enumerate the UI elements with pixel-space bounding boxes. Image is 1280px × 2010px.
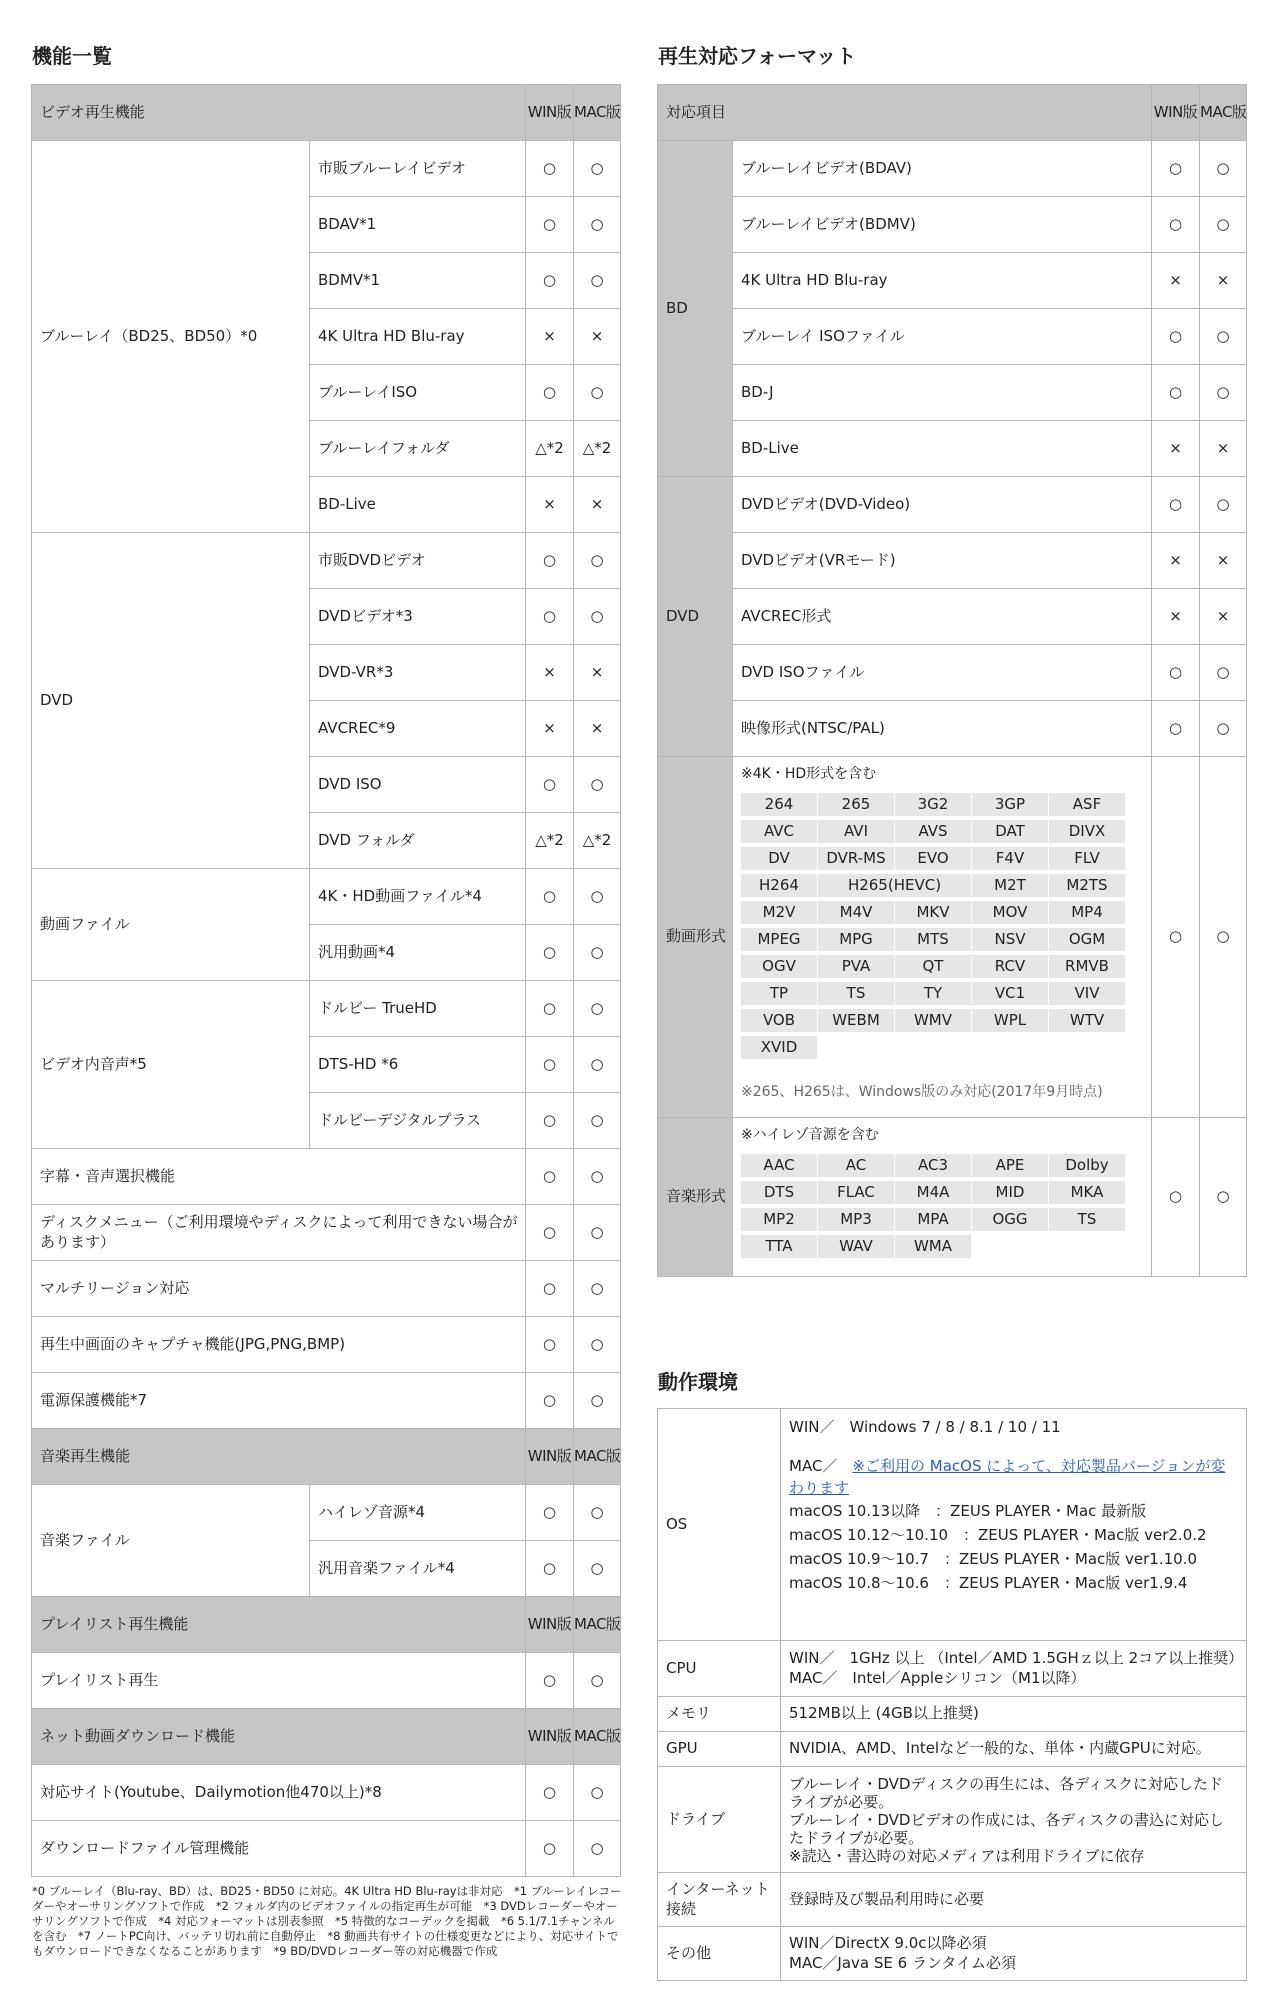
format-name: ブルーレイ ISOファイル xyxy=(733,309,1152,365)
format-chip: M2TS xyxy=(1049,874,1125,897)
format-chip: Dolby xyxy=(1049,1154,1125,1177)
env-row-internet xyxy=(658,1873,1247,1927)
format-chip: WTV xyxy=(1049,1009,1125,1032)
download-section-header xyxy=(32,1709,621,1765)
format-chip: WEBM xyxy=(818,1009,894,1032)
mac-mark: × xyxy=(574,309,621,365)
format-name: DVDビデオ(DVD-Video) xyxy=(733,477,1152,533)
feature-name: 再生中画面のキャプチャ機能(JPG,PNG,BMP) xyxy=(32,1317,526,1373)
win-mark: ○ xyxy=(526,1653,574,1709)
format-chip: PVA xyxy=(818,955,894,978)
win-mark: ○ xyxy=(1152,757,1200,1118)
video-files-group: 動画ファイル xyxy=(32,869,310,981)
win-mark: × xyxy=(1152,589,1200,645)
feature-name: BDAV*1 xyxy=(310,197,526,253)
mac-mark: △*2 xyxy=(574,813,621,869)
table-row xyxy=(658,533,1247,589)
video-format-group: 動画形式 xyxy=(658,757,733,1118)
win-mark: ○ xyxy=(1152,477,1200,533)
mac-mark: × xyxy=(1200,253,1247,309)
win-mark: ○ xyxy=(526,365,574,421)
os-version-3: macOS 10.8～10.6 ：ZEUS PLAYER・Mac版 ver1.9.4 xyxy=(789,1574,1188,1592)
mac-mark: ○ xyxy=(1200,757,1247,1118)
format-chip: RMVB xyxy=(1049,955,1125,978)
format-chip: MPG xyxy=(818,928,894,951)
win-mark: ○ xyxy=(1152,141,1200,197)
win-mark: ○ xyxy=(526,1765,574,1821)
formats-table xyxy=(657,84,1247,1277)
mac-mark: △*2 xyxy=(574,421,621,477)
format-chip: H265(HEVC) xyxy=(818,874,971,897)
mac-mark: × xyxy=(1200,421,1247,477)
table-row xyxy=(658,477,1247,533)
format-chip: WAV xyxy=(818,1235,894,1258)
env-label-memory: メモリ xyxy=(658,1697,781,1732)
format-chip: M2V xyxy=(741,901,817,924)
format-chip: XVID xyxy=(741,1036,817,1059)
format-chip: WPL xyxy=(972,1009,1048,1032)
table-row xyxy=(658,253,1247,309)
format-chip: TY xyxy=(895,982,971,1005)
format-name: AVCREC形式 xyxy=(733,589,1152,645)
dvd-group: DVD xyxy=(32,533,310,869)
format-name: 4K Ultra HD Blu-ray xyxy=(733,253,1152,309)
format-chip: DTS xyxy=(741,1181,817,1204)
table-row xyxy=(32,1821,621,1877)
win-mark: ○ xyxy=(1152,701,1200,757)
os-mac xyxy=(789,1455,1238,1499)
format-chip: 3GP xyxy=(972,793,1048,816)
env-row-memory xyxy=(658,1697,1247,1732)
env-label-drive: ドライブ xyxy=(658,1767,781,1873)
env-value-memory: 512MB以上 (4GB以上推奨) xyxy=(781,1697,1247,1732)
format-chip: DV xyxy=(741,847,817,870)
env-row-other xyxy=(658,1927,1247,1981)
audio-format-row xyxy=(658,1118,1247,1277)
format-chip: M2T xyxy=(972,874,1048,897)
table-row xyxy=(32,981,621,1037)
feature-name: マルチリージョン対応 xyxy=(32,1261,526,1317)
format-chip: 264 xyxy=(741,793,817,816)
bluray-group: ブルーレイ（BD25、BD50）*0 xyxy=(32,141,310,533)
mac-mark: ○ xyxy=(574,141,621,197)
video-section-header-title: ビデオ再生機能 xyxy=(32,85,526,141)
win-mark: × xyxy=(526,309,574,365)
env-label-other: その他 xyxy=(658,1927,781,1981)
mac-mark: ○ xyxy=(574,1149,621,1205)
format-chip: MKA xyxy=(1049,1181,1125,1204)
formats-header-title: 対応項目 xyxy=(658,85,1152,141)
drive-line-0: ブルーレイ・DVDディスクの再生には、各ディスクに対応したドライブが必要。 xyxy=(789,1774,1224,1811)
format-chip: TS xyxy=(1049,1208,1125,1231)
mac-mark: ○ xyxy=(1200,309,1247,365)
feature-name: ブルーレイISO xyxy=(310,365,526,421)
feature-name: 4K Ultra HD Blu-ray xyxy=(310,309,526,365)
playlist-section-header-mac: MAC版 xyxy=(574,1597,621,1653)
feature-name: 市販ブルーレイビデオ xyxy=(310,141,526,197)
mac-mark: ○ xyxy=(574,1205,621,1261)
format-name: 映像形式(NTSC/PAL) xyxy=(733,701,1152,757)
format-name: BD-Live xyxy=(733,421,1152,477)
playlist-section-header xyxy=(32,1597,621,1653)
mac-mark: ○ xyxy=(574,365,621,421)
format-chip: M4V xyxy=(818,901,894,924)
video-format-list xyxy=(733,757,1152,1118)
win-mark: ○ xyxy=(1152,645,1200,701)
format-chip: H264 xyxy=(741,874,817,897)
env-value-internet: 登録時及び製品利用時に必要 xyxy=(781,1873,1247,1927)
env-value-cpu xyxy=(781,1641,1247,1697)
music-section-header-win: WIN版 xyxy=(526,1429,574,1485)
win-mark: ○ xyxy=(526,197,574,253)
win-mark: ○ xyxy=(526,757,574,813)
win-mark: ○ xyxy=(526,869,574,925)
bd-group: BD xyxy=(658,141,733,477)
win-mark: ○ xyxy=(1152,1118,1200,1277)
format-chip: EVO xyxy=(895,847,971,870)
mac-mark: ○ xyxy=(574,1317,621,1373)
win-mark: ○ xyxy=(526,925,574,981)
audio-format-group: 音楽形式 xyxy=(658,1118,733,1277)
env-row-gpu xyxy=(658,1732,1247,1767)
drive-line-1: ブルーレイ・DVDビデオの作成には、各ディスクの書込に対応したドライブが必要。 xyxy=(789,1810,1224,1847)
feature-name: 電源保護機能*7 xyxy=(32,1373,526,1429)
format-chip: MTS xyxy=(895,928,971,951)
win-mark: ○ xyxy=(526,1317,574,1373)
win-mark: ○ xyxy=(526,1261,574,1317)
video-section-header-win: WIN版 xyxy=(526,85,574,141)
win-mark: ○ xyxy=(526,1205,574,1261)
win-mark: ○ xyxy=(1152,365,1200,421)
format-chip: AC xyxy=(818,1154,894,1177)
table-row xyxy=(32,1317,621,1373)
format-chip: DVR-MS xyxy=(818,847,894,870)
format-chip: OGM xyxy=(1049,928,1125,951)
feature-name: ドルビーデジタルプラス xyxy=(310,1093,526,1149)
features-heading: 機能一覧 xyxy=(32,44,112,68)
mac-mark: ○ xyxy=(574,197,621,253)
mac-mark: ○ xyxy=(574,1093,621,1149)
feature-name: ブルーレイフォルダ xyxy=(310,421,526,477)
playlist-section-header-win: WIN版 xyxy=(526,1597,574,1653)
mac-mark: × xyxy=(1200,589,1247,645)
win-mark: ○ xyxy=(526,253,574,309)
mac-mark: ○ xyxy=(574,1037,621,1093)
format-chip: VC1 xyxy=(972,982,1048,1005)
format-chip: M4A xyxy=(895,1181,971,1204)
format-chip: FLV xyxy=(1049,847,1125,870)
env-label-gpu: GPU xyxy=(658,1732,781,1767)
format-chip: OGG xyxy=(972,1208,1048,1231)
feature-name: BDMV*1 xyxy=(310,253,526,309)
win-mark: ○ xyxy=(526,589,574,645)
win-mark: × xyxy=(1152,421,1200,477)
format-chip: MID xyxy=(972,1181,1048,1204)
format-name: BD-J xyxy=(733,365,1152,421)
video-format-chips xyxy=(733,783,1151,1059)
table-row xyxy=(32,1485,621,1541)
env-value-drive xyxy=(781,1767,1247,1873)
win-mark: ○ xyxy=(526,141,574,197)
format-chip: WMA xyxy=(895,1235,971,1258)
video-format-note: ※4K・HD形式を含む xyxy=(741,766,877,782)
table-row xyxy=(32,869,621,925)
other-win: WIN／DirectX 9.0c以降必須 xyxy=(789,1934,987,1952)
feature-name: DTS-HD *6 xyxy=(310,1037,526,1093)
table-row xyxy=(32,1765,621,1821)
format-chip: MKV xyxy=(895,901,971,924)
formats-header xyxy=(658,85,1247,141)
mac-mark: ○ xyxy=(574,1653,621,1709)
format-chip: NSV xyxy=(972,928,1048,951)
table-row xyxy=(32,533,621,589)
os-version-0: macOS 10.13以降 ：ZEUS PLAYER・Mac 最新版 xyxy=(789,1502,1147,1520)
format-chip: DAT xyxy=(972,820,1048,843)
feature-name: AVCREC*9 xyxy=(310,701,526,757)
mac-mark: ○ xyxy=(574,589,621,645)
env-value-gpu: NVIDIA、AMD、Intelなど一般的な、単体・内蔵GPUに対応。 xyxy=(781,1732,1247,1767)
mac-mark: ○ xyxy=(574,1541,621,1597)
format-name: DVD ISOファイル xyxy=(733,645,1152,701)
drive-line-2: ※読込・書込時の対応メディアは利用ドライブに依存 xyxy=(789,1846,1145,1865)
dvd-format-group: DVD xyxy=(658,477,733,757)
feature-name: 市販DVDビデオ xyxy=(310,533,526,589)
os-version-2: macOS 10.9～10.7 ：ZEUS PLAYER・Mac版 ver1.10.0 xyxy=(789,1550,1198,1568)
os-mac-link[interactable]: ※ご利用の MacOS によって、対応製品バージョンが変わります xyxy=(789,1457,1226,1497)
video-section-header xyxy=(32,85,621,141)
features-table xyxy=(31,84,621,1877)
feature-name: ハイレゾ音源*4 xyxy=(310,1485,526,1541)
audio-format-chips xyxy=(733,1144,1151,1258)
env-row-cpu xyxy=(658,1641,1247,1697)
feature-name: DVD フォルダ xyxy=(310,813,526,869)
env-value-os xyxy=(781,1409,1247,1641)
win-mark: ○ xyxy=(526,1037,574,1093)
table-row xyxy=(32,1205,621,1261)
audio-format-list xyxy=(733,1118,1152,1277)
footnote: *0 ブルーレイ（Blu-ray、BD）は、BD25・BD50 に対応。4K Ultra HD Blu-rayは非対応 *1 ブルーレイレコーダーやオーサリングソフトで作成 *2 フォルダ内のビデオファイルの指定再生が可能 *3 DVDレコーダーやオーサリングソフトで作成 *4 対応フォーマットは別表参照 *5 特徴的なコーデックを掲載 *6 5.1/7.1チャンネルを含む *7 ノートPC向け、バッテリ切れ前に自動停止 *8 動画共有サイトの仕様変更などにより、対応サイトでもダウンロードできなくなることがあります *9 BD/DVDレコーダー等の対応機器で作成 xyxy=(32,1884,622,1958)
feature-name: 汎用動画*4 xyxy=(310,925,526,981)
formats-heading: 再生対応フォーマット xyxy=(658,44,857,68)
env-label-internet: インターネット接続 xyxy=(658,1873,781,1927)
mac-mark: ○ xyxy=(574,533,621,589)
mac-mark: ○ xyxy=(574,925,621,981)
table-row xyxy=(32,1149,621,1205)
win-mark: ○ xyxy=(526,1373,574,1429)
format-name: ブルーレイビデオ(BDMV) xyxy=(733,197,1152,253)
win-mark: ○ xyxy=(526,533,574,589)
mac-mark: ○ xyxy=(1200,141,1247,197)
table-row xyxy=(658,141,1247,197)
audio-format-note: ※ハイレゾ音源を含む xyxy=(741,1127,879,1143)
win-mark: × xyxy=(1152,533,1200,589)
music-section-header-mac: MAC版 xyxy=(574,1429,621,1485)
cpu-mac: MAC／ Intel／Appleシリコン（M1以降） xyxy=(789,1668,1086,1687)
playlist-section-header-title: プレイリスト再生機能 xyxy=(32,1597,526,1653)
win-mark: △*2 xyxy=(526,421,574,477)
music-section-header-title: 音楽再生機能 xyxy=(32,1429,526,1485)
table-row xyxy=(658,365,1247,421)
mac-mark: ○ xyxy=(574,1485,621,1541)
mac-mark: ○ xyxy=(574,869,621,925)
download-section-header-mac: MAC版 xyxy=(574,1709,621,1765)
format-chip: TS xyxy=(818,982,894,1005)
format-chip: ASF xyxy=(1049,793,1125,816)
format-chip: RCV xyxy=(972,955,1048,978)
feature-name: 汎用音楽ファイル*4 xyxy=(310,1541,526,1597)
format-chip: 265 xyxy=(818,793,894,816)
win-mark: ○ xyxy=(526,1093,574,1149)
table-row xyxy=(32,1373,621,1429)
win-mark: ○ xyxy=(526,1821,574,1877)
mac-mark: ○ xyxy=(1200,645,1247,701)
win-mark: × xyxy=(1152,253,1200,309)
mac-mark: × xyxy=(574,477,621,533)
video-section-header-mac: MAC版 xyxy=(574,85,621,141)
format-chip: MPEG xyxy=(741,928,817,951)
table-row xyxy=(32,141,621,197)
cpu-win: WIN／ 1GHz 以上 （Intel／AMD 1.5GHｚ以上 2コア以上推奨） xyxy=(789,1649,1244,1667)
win-mark: ○ xyxy=(1152,197,1200,253)
os-version-1: macOS 10.12～10.10 ：ZEUS PLAYER・Mac版 ver2.0.2 xyxy=(789,1526,1207,1544)
mac-mark: × xyxy=(574,645,621,701)
format-chip: APE xyxy=(972,1154,1048,1177)
mac-mark: ○ xyxy=(574,1765,621,1821)
format-chip: MOV xyxy=(972,901,1048,924)
table-row xyxy=(32,1261,621,1317)
table-row xyxy=(32,1653,621,1709)
mac-mark: ○ xyxy=(1200,197,1247,253)
win-mark: × xyxy=(526,701,574,757)
format-chip: MPA xyxy=(895,1208,971,1231)
table-row xyxy=(658,645,1247,701)
mac-mark: ○ xyxy=(1200,365,1247,421)
feature-name: 字幕・音声選択機能 xyxy=(32,1149,526,1205)
feature-name: BD-Live xyxy=(310,477,526,533)
music-files-group: 音楽ファイル xyxy=(32,1485,310,1597)
feature-name: DVD ISO xyxy=(310,757,526,813)
feature-name: DVD-VR*3 xyxy=(310,645,526,701)
env-row-os xyxy=(658,1409,1247,1641)
format-chip: AC3 xyxy=(895,1154,971,1177)
format-chip: TP xyxy=(741,982,817,1005)
format-chip: F4V xyxy=(972,847,1048,870)
format-chip: QT xyxy=(895,955,971,978)
win-mark: ○ xyxy=(526,1149,574,1205)
table-row xyxy=(658,197,1247,253)
video-format-row xyxy=(658,757,1247,1118)
music-section-header xyxy=(32,1429,621,1485)
win-mark: ○ xyxy=(526,1541,574,1597)
format-chip: AAC xyxy=(741,1154,817,1177)
format-chip: VIV xyxy=(1049,982,1125,1005)
env-label-os: OS xyxy=(658,1409,781,1641)
feature-name: DVDビデオ*3 xyxy=(310,589,526,645)
other-mac: MAC／Java SE 6 ランタイム必須 xyxy=(789,1953,1017,1972)
os-mac-prefix: MAC／ xyxy=(789,1457,853,1475)
feature-name: プレイリスト再生 xyxy=(32,1653,526,1709)
mac-mark: × xyxy=(574,701,621,757)
environment-heading: 動作環境 xyxy=(658,1370,738,1394)
mac-mark: ○ xyxy=(574,1373,621,1429)
mac-mark: ○ xyxy=(574,757,621,813)
format-name: ブルーレイビデオ(BDAV) xyxy=(733,141,1152,197)
format-chip: AVI xyxy=(818,820,894,843)
video-format-foot: ※265、H265は、Windows版のみ対応(2017年9月時点) xyxy=(741,1084,1103,1101)
mac-mark: × xyxy=(1200,533,1247,589)
env-value-other xyxy=(781,1927,1247,1981)
feature-name: 対応サイト(Youtube、Dailymotion他470以上)*8 xyxy=(32,1765,526,1821)
mac-mark: ○ xyxy=(574,981,621,1037)
feature-name: ダウンロードファイル管理機能 xyxy=(32,1821,526,1877)
mac-mark: ○ xyxy=(1200,701,1247,757)
download-section-header-title: ネット動画ダウンロード機能 xyxy=(32,1709,526,1765)
format-chip: MP2 xyxy=(741,1208,817,1231)
formats-header-win: WIN版 xyxy=(1152,85,1200,141)
feature-name: ディスクメニュー（ご利用環境やディスクによって利用できない場合があります） xyxy=(32,1205,526,1261)
table-row xyxy=(658,701,1247,757)
win-mark: ○ xyxy=(526,1485,574,1541)
download-section-header-win: WIN版 xyxy=(526,1709,574,1765)
format-chip: MP4 xyxy=(1049,901,1125,924)
video-audio-group: ビデオ内音声*5 xyxy=(32,981,310,1149)
formats-header-mac: MAC版 xyxy=(1200,85,1247,141)
environment-table xyxy=(657,1408,1247,1981)
format-chip: MP3 xyxy=(818,1208,894,1231)
win-mark: ○ xyxy=(526,981,574,1037)
format-name: DVDビデオ(VRモード) xyxy=(733,533,1152,589)
format-chip: AVC xyxy=(741,820,817,843)
table-row xyxy=(658,421,1247,477)
mac-mark: ○ xyxy=(1200,477,1247,533)
mac-mark: ○ xyxy=(1200,1118,1247,1277)
format-chip: OGV xyxy=(741,955,817,978)
win-mark: × xyxy=(526,645,574,701)
format-chip: 3G2 xyxy=(895,793,971,816)
format-chip: DIVX xyxy=(1049,820,1125,843)
format-chip: WMV xyxy=(895,1009,971,1032)
format-chip: TTA xyxy=(741,1235,817,1258)
mac-mark: ○ xyxy=(574,1261,621,1317)
win-mark: △*2 xyxy=(526,813,574,869)
env-label-cpu: CPU xyxy=(658,1641,781,1697)
format-chip: AVS xyxy=(895,820,971,843)
format-chip: VOB xyxy=(741,1009,817,1032)
format-chip: FLAC xyxy=(818,1181,894,1204)
win-mark: × xyxy=(526,477,574,533)
env-row-drive xyxy=(658,1767,1247,1873)
table-row xyxy=(658,589,1247,645)
win-mark: ○ xyxy=(1152,309,1200,365)
os-win: WIN／ Windows 7 / 8 / 8.1 / 10 / 11 xyxy=(789,1418,1061,1436)
feature-name: 4K・HD動画ファイル*4 xyxy=(310,869,526,925)
mac-mark: ○ xyxy=(574,253,621,309)
mac-mark: ○ xyxy=(574,1821,621,1877)
feature-name: ドルビー TrueHD xyxy=(310,981,526,1037)
table-row xyxy=(658,309,1247,365)
